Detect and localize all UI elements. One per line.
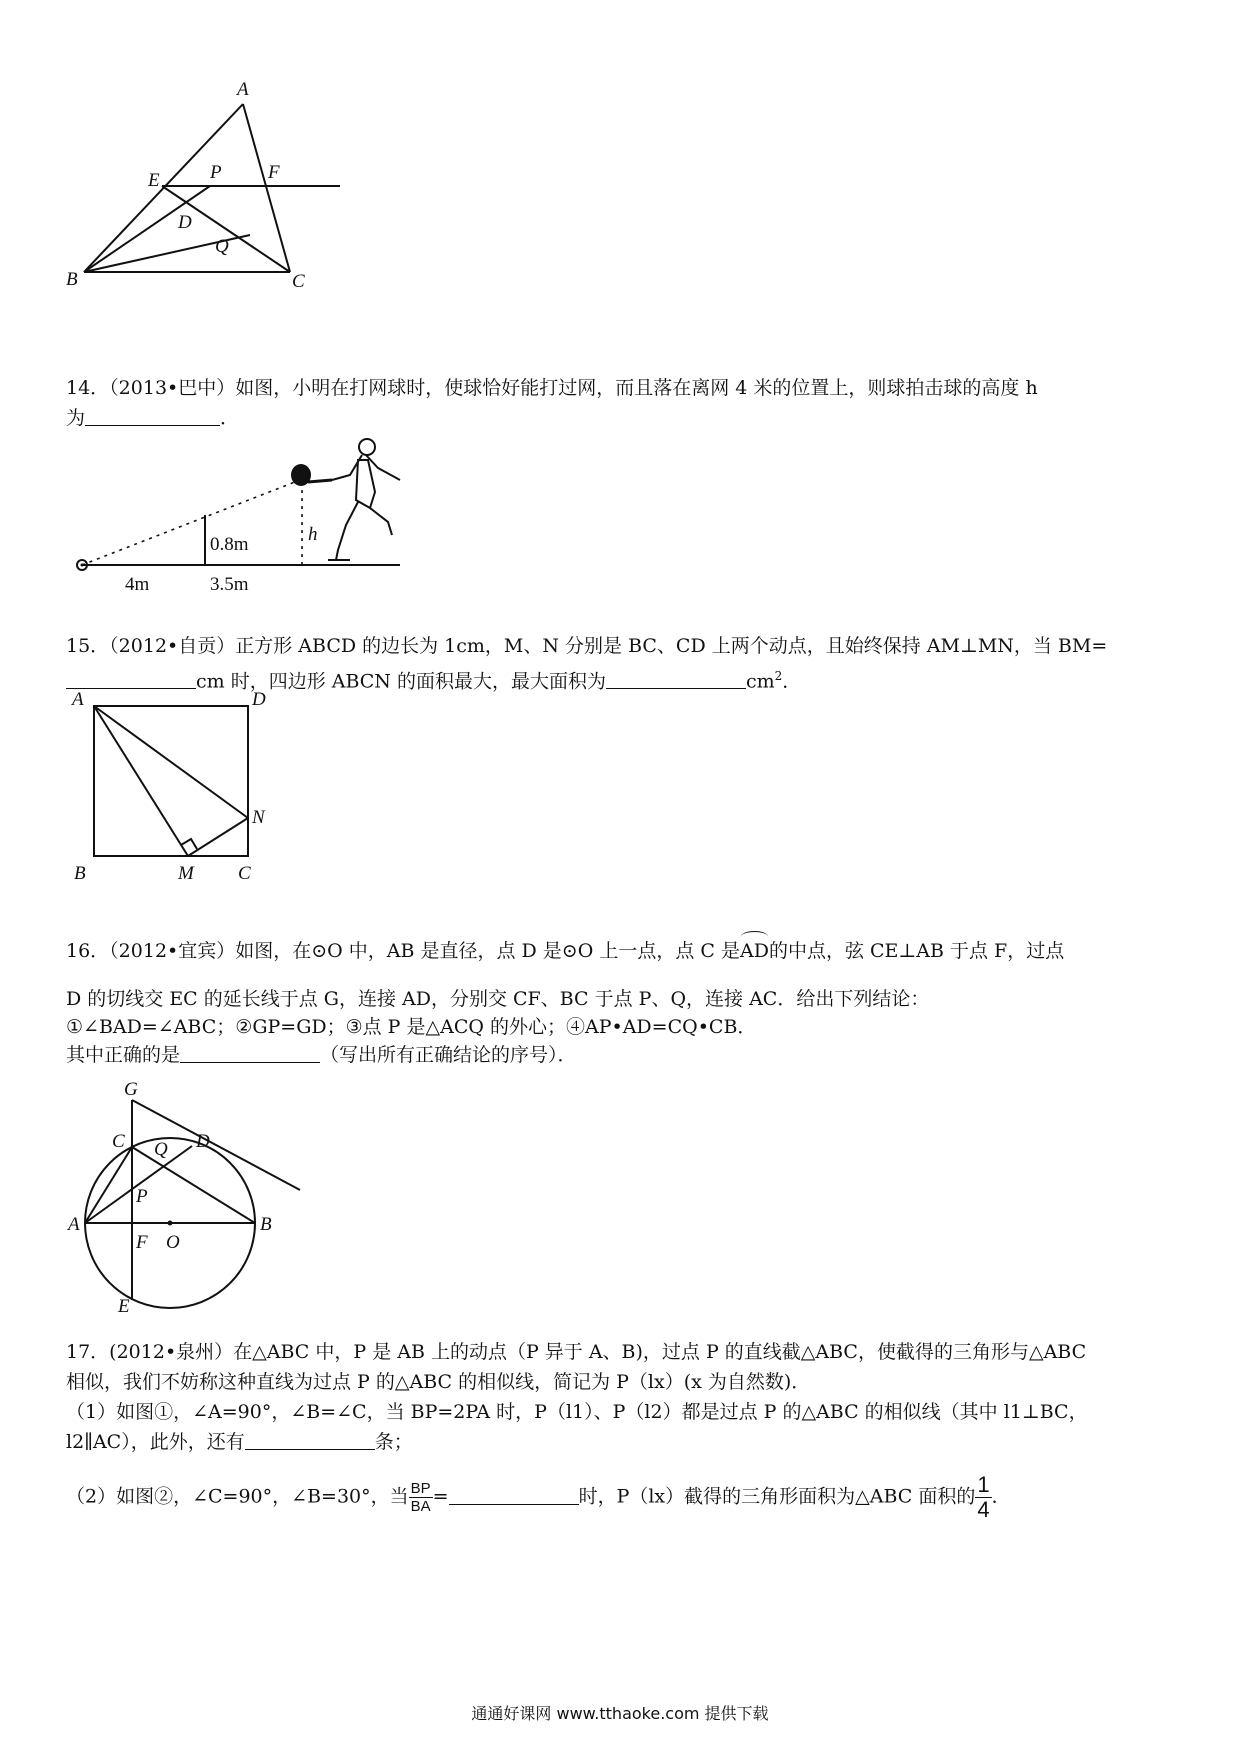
label-p: P: [136, 1186, 148, 1207]
label-n: N: [252, 807, 265, 828]
fraction-bp-ba: [409, 1480, 433, 1515]
label-d: D: [178, 212, 192, 233]
q17-line5-a: （2）如图②，∠C=90°，∠B=30°，当: [66, 1485, 409, 1508]
q17-line4: [66, 1428, 413, 1456]
q16-arc-ad: AD: [740, 937, 769, 965]
page-footer: 通通好课网 www.tthaoke.com 提供下载: [471, 1704, 769, 1723]
q17-line5: [66, 1473, 1011, 1522]
label-e: E: [148, 170, 160, 191]
q16-line4: [66, 1041, 577, 1069]
q17-line5-b: 时，P（lx）截得的三角形面积为△ABC 面积的: [578, 1485, 976, 1508]
label-c: C: [238, 863, 251, 884]
label-f: F: [268, 162, 280, 183]
q16-answer-blank[interactable]: [180, 1042, 320, 1063]
q16-line1-b: 的中点，弦 CE⊥AB 于点 F，过点: [768, 940, 1065, 962]
fraction-one-quarter: [975, 1473, 991, 1522]
q15-line2-b: cm: [745, 670, 775, 693]
q15-answer-blank-bm[interactable]: [66, 668, 196, 689]
q17-line1: 17．(2012•泉州）在△ABC 中，P 是 AB 上的动点（P 异于 A、B)，过点 P 的直线截△ABC，使截得的三角形与△ABC: [66, 1341, 1087, 1363]
q14-line2: [66, 404, 239, 432]
label-a: A: [72, 689, 84, 710]
q15-line1: 15．（2012•自贡）正方形 ABCD 的边长为 1cm，M、N 分别是 BC、CD 上两个动点，且始终保持 AM⊥MN，当 BM=: [66, 635, 1108, 657]
label-b: B: [74, 863, 86, 884]
q17-answer-blank-2[interactable]: [449, 1484, 579, 1505]
q17-line4-pre: l2∥AC），此外，还有: [66, 1431, 245, 1453]
q14-line1: 14．（2013•巴中）如图，小明在打网球时，使球恰好能打过网，而且落在离网 4 米的位置上，则球拍击球的高度 h: [66, 377, 1038, 399]
figure-tennis: [70, 430, 430, 600]
fraction-one-quarter-numerator: 1: [977, 1472, 990, 1497]
q16-line1: [66, 937, 1064, 965]
label-h: h: [308, 524, 318, 545]
q17-line3: （1）如图①，∠A=90°，∠B=∠C，当 BP=2PA 时，P（l1）、P（l2）都是过点 P 的△ABC 的相似线（其中 l1⊥BC，: [66, 1401, 1088, 1423]
label-e: E: [118, 1296, 130, 1317]
label-dist-3-5m: 3.5m: [210, 574, 249, 595]
label-d: D: [196, 1131, 210, 1152]
label-a: A: [237, 79, 249, 100]
label-p: P: [210, 162, 222, 183]
q17-line2: 相似，我们不妨称这种直线为过点 P 的△ABC 的相似线，简记为 P（lx）(x 为自然数)．: [66, 1371, 811, 1393]
label-c: C: [292, 271, 305, 292]
label-a: A: [68, 1214, 80, 1235]
figure-circle-o: [66, 1080, 316, 1320]
q15-answer-blank-area[interactable]: [606, 668, 746, 689]
q16-line4-post: （写出所有正确结论的序号）．: [320, 1044, 577, 1066]
label-c: C: [112, 1131, 125, 1152]
q14-line2-pre: 为: [66, 407, 86, 429]
q17-line5-end: ．: [991, 1485, 1011, 1508]
q14-answer-blank[interactable]: [85, 405, 220, 426]
label-d: D: [252, 689, 266, 710]
figure-square-abcd: [60, 688, 290, 888]
q16-line4-pre: 其中正确的是: [66, 1044, 181, 1066]
q17-line5-eq: =: [432, 1485, 449, 1508]
q16-line1-a: 16．（2012•宜宾）如图，在⊙O 中，AB 是直径，点 D 是⊙O 上一点，点 C 是: [66, 940, 740, 962]
fraction-bp-ba-denominator: BA: [410, 1498, 431, 1515]
label-m: M: [178, 863, 194, 884]
label-b: B: [66, 269, 78, 290]
q16-line2: D 的切线交 EC 的延长线于点 G，连接 AD，分别交 CF、BC 于点 P、Q，连接 AC．给出下列结论：: [66, 988, 930, 1010]
fraction-bp-ba-numerator: BP: [410, 1480, 431, 1497]
q15-line2-a: cm 时，四边形 ABCN 的面积最大，最大面积为: [196, 670, 606, 693]
q17-answer-blank-1[interactable]: [245, 1429, 375, 1450]
label-q: Q: [154, 1139, 168, 1160]
label-f: F: [136, 1232, 148, 1253]
label-g: G: [124, 1079, 138, 1100]
label-net-height: 0.8m: [210, 534, 249, 555]
figure-triangle-abc: [60, 80, 360, 300]
q15-line2-end: ．: [782, 670, 802, 693]
q15-line2-sup: 2: [774, 669, 783, 683]
label-q: Q: [215, 236, 229, 257]
q17-line4-post: 条；: [374, 1431, 413, 1453]
fraction-one-quarter-denominator: 4: [977, 1497, 990, 1522]
label-b: B: [260, 1214, 272, 1235]
label-dist-4m: 4m: [125, 574, 150, 595]
q14-line2-post: ．: [220, 407, 240, 429]
q16-line3: ①∠BAD=∠ABC；②GP=GD；③点 P 是△ACQ 的外心；④AP•AD=CQ•CB．: [66, 1016, 757, 1038]
label-o: O: [166, 1232, 180, 1253]
